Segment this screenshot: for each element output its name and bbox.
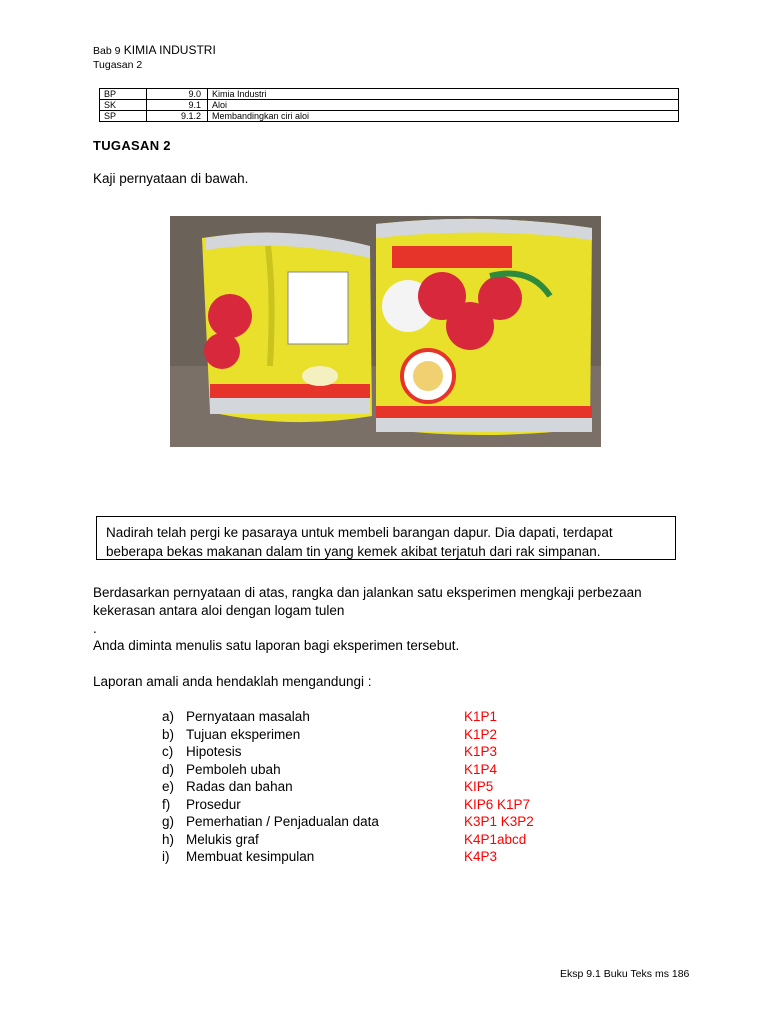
item-code: KIP6 K1P7 xyxy=(464,796,531,812)
item-letter: e) xyxy=(162,779,175,794)
report-instruction: Anda diminta menulis satu laporan bagi eksperimen tersebut. xyxy=(93,638,460,653)
table-row xyxy=(100,89,679,100)
item-text: Pemboleh ubah xyxy=(186,761,281,777)
item-letter: b) xyxy=(162,726,175,742)
table-cell: BP xyxy=(100,89,147,100)
table-row xyxy=(100,111,679,122)
report-intro: Laporan amali anda hendaklah mengandungi : xyxy=(93,674,372,689)
item-text: Melukis graf xyxy=(186,831,259,847)
page-footer: Eksp 9.1 Buku Teks ms 186 xyxy=(560,968,690,980)
curriculum-table xyxy=(99,88,679,122)
task-title: TUGASAN 2 xyxy=(93,138,171,153)
item-text: Radas dan bahan xyxy=(186,779,293,794)
item-letter: f) xyxy=(162,796,171,812)
item-letter: g) xyxy=(162,814,175,829)
item-text: Hipotesis xyxy=(186,744,242,759)
item-code: K1P1 xyxy=(464,709,498,724)
item-letter: d) xyxy=(162,761,175,777)
chapter-heading xyxy=(93,43,216,57)
chapter-title: KIMIA INDUSTRI xyxy=(123,43,216,57)
item-code: KIP5 xyxy=(464,779,494,794)
item-code: K4P3 xyxy=(464,849,498,864)
table-cell: Kimia Industri xyxy=(208,89,679,100)
assignment-subtitle: Tugasan 2 xyxy=(93,59,143,71)
table-cell: 9.1 xyxy=(147,100,208,111)
right-can xyxy=(376,219,592,435)
task-paragraph: Berdasarkan pernyataan di atas, rangka dan jalankan satu eksperimen mengkaji perbezaan kekerasan antara aloi dengan logam tulen xyxy=(93,585,642,618)
item-letter: i) xyxy=(162,849,170,864)
table-cell: Membandingkan ciri aloi xyxy=(208,111,679,122)
item-text: Pernyataan masalah xyxy=(186,709,310,724)
chapter-prefix: Bab 9 xyxy=(93,45,121,57)
item-letter: c) xyxy=(162,744,174,759)
item-text: Tujuan eksperimen xyxy=(186,726,301,742)
item-code: K3P1 K3P2 xyxy=(464,814,534,829)
statement-box: Nadirah telah pergi ke pasaraya untuk membeli barangan dapur. Dia dapati, terdapat beberapa bekas makanan dalam tin yang kemek akibat terjatuh dari rak simpanan. xyxy=(96,516,676,560)
table-cell: SP xyxy=(100,111,147,122)
item-code: K1P4 xyxy=(464,761,498,777)
item-code: K1P3 xyxy=(464,744,498,759)
left-can xyxy=(202,233,372,423)
table-cell: Aloi xyxy=(208,100,679,111)
item-letter: a) xyxy=(162,709,175,724)
table-cell: 9.1.2 xyxy=(147,111,208,122)
item-text: Membuat kesimpulan xyxy=(186,849,315,864)
item-text: Pemerhatian / Penjadualan data xyxy=(186,814,379,829)
instruction-text: Kaji pernyataan di bawah. xyxy=(93,171,249,186)
cans-illustration xyxy=(170,216,601,447)
dot-line: . xyxy=(93,621,97,636)
table-row xyxy=(100,100,679,111)
item-code: K1P2 xyxy=(464,726,498,742)
item-code: K4P1abcd xyxy=(464,831,527,847)
item-letter: h) xyxy=(162,831,175,847)
item-text: Prosedur xyxy=(186,796,241,812)
dented-cans-photo xyxy=(170,216,601,447)
table-cell: 9.0 xyxy=(147,89,208,100)
table-cell: SK xyxy=(100,100,147,111)
